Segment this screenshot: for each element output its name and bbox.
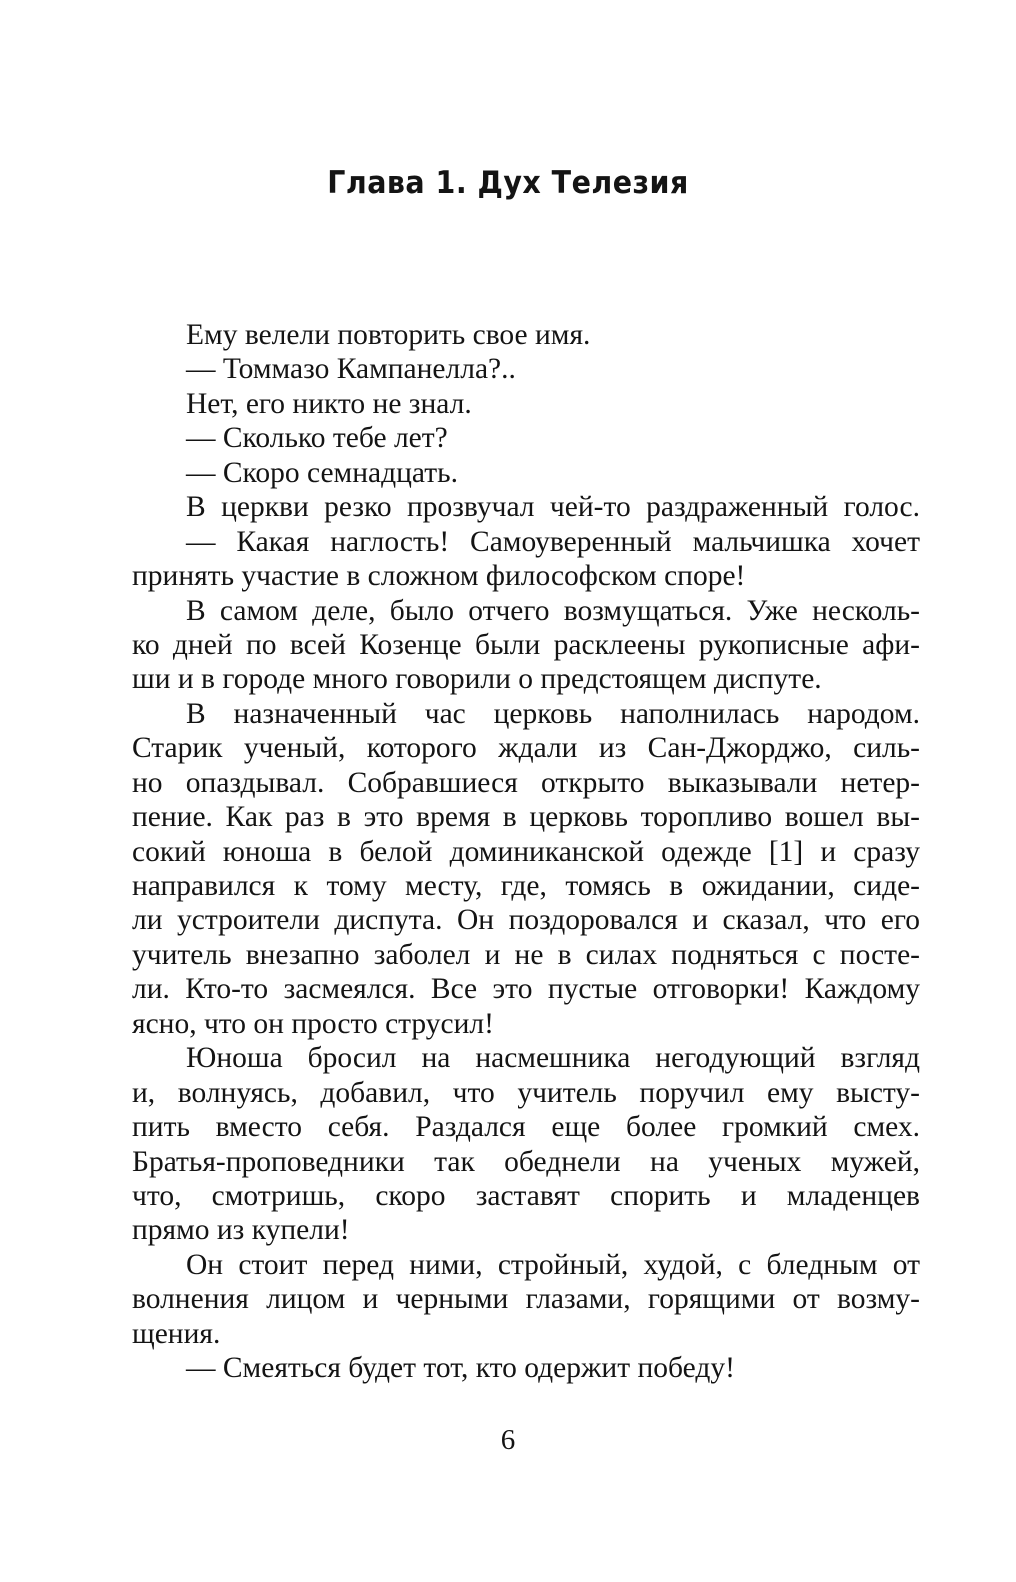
text-line: но опаздывал. Собравшиеся открыто выказывали нетер-: [132, 766, 920, 799]
text-line: ли устроители диспута. Он поздоровался и сказал, что его: [132, 904, 920, 937]
text-line: щения.: [132, 1317, 221, 1350]
chapter-title: Глава 1. Дух Телезия: [327, 165, 689, 201]
body-text: [132, 318, 920, 1386]
text-line: — Томмазо Кампанелла?..: [186, 353, 516, 386]
text-line: пить вместо себя. Раздался еще более громкий смех.: [132, 1111, 920, 1144]
page-number: 6: [500, 1424, 516, 1456]
text-line: — Какая наглость! Самоуверенный мальчишка хочет: [186, 525, 920, 558]
text-line: ко дней по всей Козенце были расклеены рукописные афи-: [132, 628, 920, 661]
text-line: В назначенный час церковь наполнилась народом.: [186, 697, 920, 730]
text-line: сокий юноша в белой доминиканской одежде [1] и сразу: [132, 835, 920, 868]
text-line: что, смотришь, скоро заставят спорить и младенцев: [132, 1179, 920, 1212]
text-line: Юноша бросил на насмешника негодующий взгляд: [186, 1042, 920, 1075]
text-line: принять участие в сложном философском споре!: [132, 560, 746, 593]
text-line: — Смеяться будет тот, кто одержит победу!: [186, 1352, 735, 1385]
text-line: учитель внезапно заболел и не в силах подняться с посте-: [132, 938, 920, 971]
text-line: Ему велели повторить свое имя.: [186, 319, 591, 351]
text-line: Он стоит перед ними, стройный, худой, с бледным от: [186, 1248, 920, 1281]
text-line: ли. Кто-то засмеялся. Все это пустые отговорки! Каждому: [132, 973, 920, 1006]
text-line: В церкви резко прозвучал чей-то раздраженный голос.: [186, 491, 920, 524]
text-line: В самом деле, было отчего возмущаться. Уже несколь-: [186, 594, 920, 627]
text-line: — Сколько тебе лет?: [186, 422, 448, 455]
text-line: ши и в городе много говорили о предстоящем диспуте.: [132, 663, 822, 696]
text-line: пение. Как раз в это время в церковь торопливо вошел вы-: [132, 801, 920, 834]
text-line: — Скоро семнадцать.: [186, 456, 458, 489]
text-line: Братья-проповедники так обеднели на ученых мужей,: [132, 1145, 920, 1178]
text-line: направился к тому месту, где, томясь в ожидании, сиде-: [132, 870, 920, 902]
text-line: прямо из купели!: [132, 1214, 350, 1247]
text-line: и, волнуясь, добавил, что учитель поручил ему высту-: [132, 1076, 920, 1109]
text-line: Старик ученый, которого ждали из Сан-Джорджо, силь-: [132, 732, 920, 765]
text-line: ясно, что он просто струсил!: [132, 1007, 494, 1040]
text-line: волнения лицом и черными глазами, горящими от возму-: [132, 1283, 920, 1316]
text-line: Нет, его никто не знал.: [186, 387, 472, 420]
